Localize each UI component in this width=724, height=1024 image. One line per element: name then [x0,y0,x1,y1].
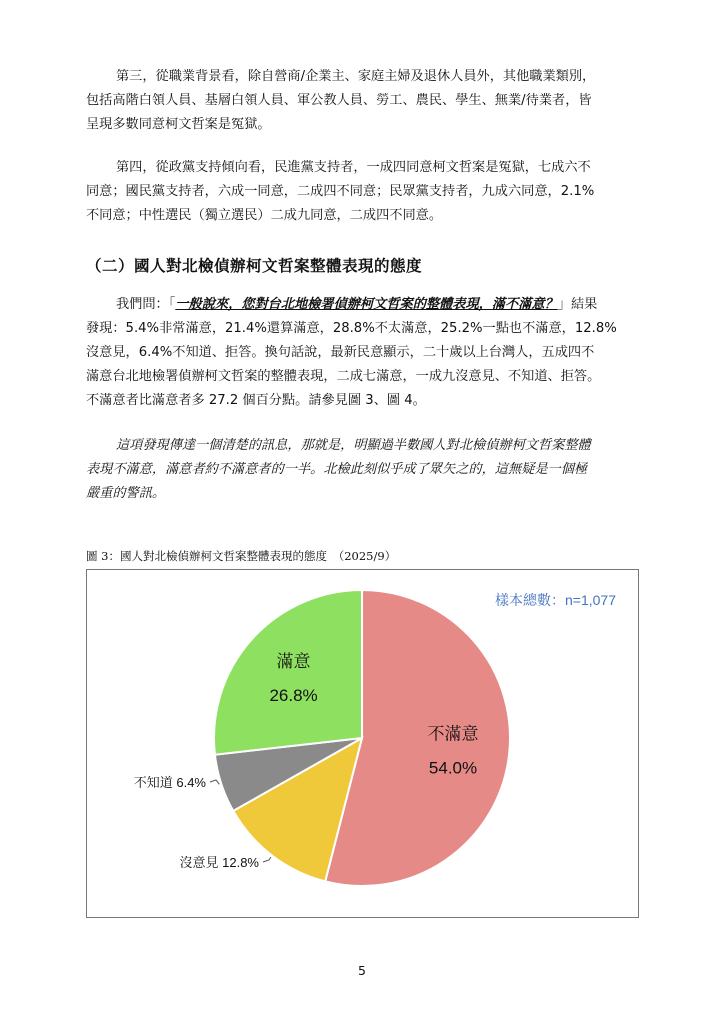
survey-question: 一般說來，您對台北地檢署偵辦柯文哲案的整體表現，滿不滿意？ [175,297,558,312]
slice-label: 滿意 [276,651,311,671]
text-line: 不滿意者比滿意者多 27.2 個百分點。請參見圖 3、圖 4。 [86,393,426,408]
sample-size-annotation: 樣本總數：n=1,077 [495,592,616,608]
leader-line [210,780,219,784]
slice-outside-label: 沒意見 12.8% [179,855,259,870]
pie-slice [214,590,362,755]
pie-chart-frame [86,569,639,918]
text-line: 呈現多數同意柯文哲案是冤獄。 [86,117,271,132]
leader-line [263,857,271,862]
text-line: 這項發現傳達一個清楚的訊息，那就是，明顯過半數國人對北檢偵辦柯文哲案整體 [116,438,591,453]
text-line: 滿意台北地檢署偵辦柯文哲案的整體表現，二成七滿意，一成九沒意見、不知道、拒答。 [86,369,601,384]
question-suffix: 」結果 [557,297,598,312]
text-line: 沒意見，6.4%不知道、拒答。換句話說，最新民意顯示，二十歲以上台灣人，五成四不 [86,345,595,360]
section-heading: （二）國人對北檢偵辦柯文哲案整體表現的態度 [86,256,423,275]
text-line: 第三，從職業背景看，除自營商/企業主、家庭主婦及退休人員外，其他職業類別， [116,69,596,84]
slice-value-label: 26.8% [269,685,318,705]
text-line [86,293,642,317]
slice-outside-label: 不知道 6.4% [133,775,206,790]
paragraph-interpretation [86,434,642,506]
text-line: 嚴重的警訊。 [86,486,166,501]
text-line: 不同意；中性選民（獨立選民）二成九同意，二成四不同意。 [86,208,443,223]
text-line: 發現：5.4%非常滿意，21.4%還算滿意，28.8%不太滿意，25.2%一點也不滿意，12.8% [86,321,617,336]
text-line: 同意；國民黨支持者，六成一同意，二成四不同意；民眾黨支持者，九成六同意，2.1% [86,184,595,199]
slice-label: 不滿意 [427,724,479,744]
text-line: 包括高階白領人員、基層白領人員、軍公教人員、勞工、農民、學生、無業/待業者，皆 [86,93,592,108]
figure-caption: 圖 3：國人對北檢偵辦柯文哲案整體表現的態度 （2025/9） [86,549,397,563]
pie-chart [87,570,638,917]
page-number: 5 [358,963,366,978]
question-prefix: 我們問：「 [116,297,176,312]
text-line: 表現不滿意，滿意者約不滿意者的一半。北檢此刻似乎成了眾矢之的，這無疑是一個極 [86,462,588,477]
slice-value-label: 54.0% [428,758,478,778]
paragraph-occupation [86,65,642,137]
paragraph-party [86,156,642,228]
text-line: 第四，從政黨支持傾向看，民進黨支持者，一成四同意柯文哲案是冤獄，七成六不 [116,160,591,175]
paragraph-survey-result [86,293,642,413]
